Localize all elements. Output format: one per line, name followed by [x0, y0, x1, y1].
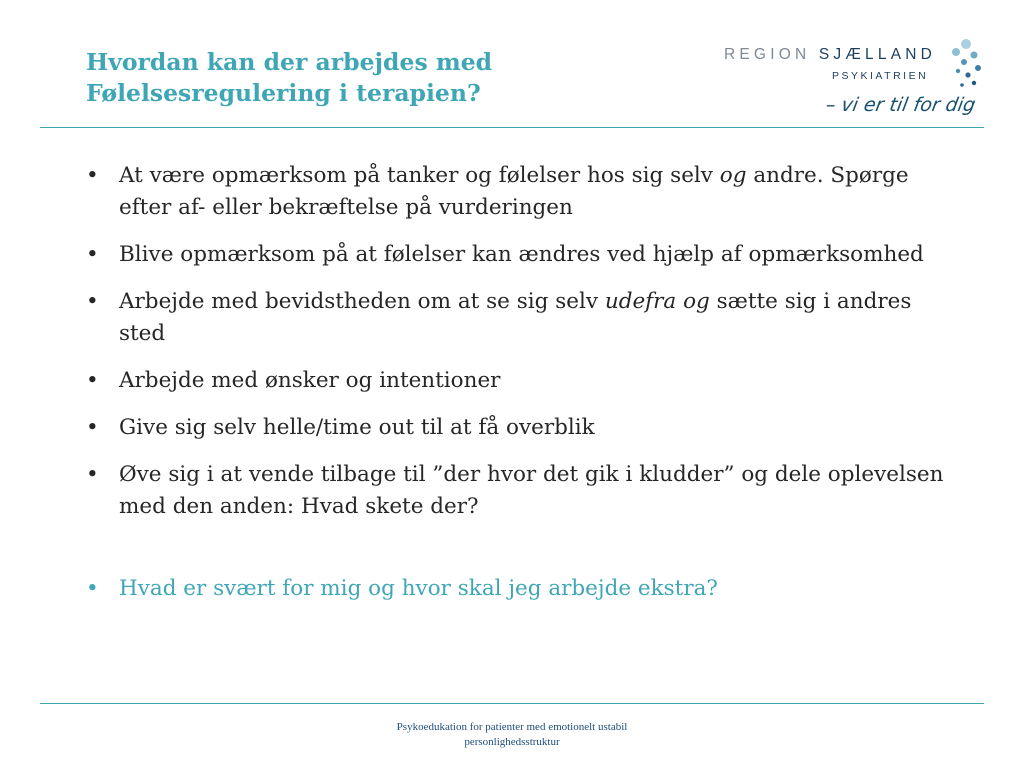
bullet-item: • Arbejde med ønsker og intentioner: [86, 365, 956, 397]
bullet-icon: •: [86, 462, 99, 487]
bullet-item: • At være opmærksom på tanker og følelser hos sig selv og andre. Spørge efter af- eller bekræftelse på vurderingen: [86, 160, 956, 224]
bullet-item: • Blive opmærksom på at følelser kan ændres ved hjælp af opmærksomhed: [86, 239, 956, 271]
logo-region-text: REGION: [724, 46, 819, 63]
bullet-icon: •: [86, 415, 99, 440]
footer-divider: [40, 703, 984, 704]
logo-tagline: – vi er til for dig: [824, 94, 978, 116]
logo-dots-icon: [944, 38, 988, 94]
bullet-item-highlight: • Hvad er svært for mig og hvor skal jeg arbejde ekstra?: [86, 573, 956, 605]
bullet-icon: •: [86, 576, 99, 601]
footer-caption: [362, 720, 662, 750]
slide-title-line-2: Følelsesregulering i terapien?: [86, 79, 481, 107]
logo-wordmark: [724, 46, 936, 64]
logo-sjaelland-text: SJÆLLAND: [818, 46, 937, 63]
slide-title: [86, 47, 646, 109]
bullet-icon: •: [86, 289, 99, 314]
bullet-item: • Øve sig i at vende tilbage til ”der hvor det gik i kludder” og dele oplevelsen med den anden: Hvad skete der?: [86, 459, 956, 523]
region-sjaelland-logo: [718, 36, 988, 128]
footer-line-1: Psykoedukation for patienter med emotionelt ustabil: [396, 721, 628, 733]
header-divider: [40, 127, 984, 128]
bullet-icon: •: [86, 368, 99, 393]
logo-subtitle: PSYKIATRIEN: [832, 70, 929, 82]
bullet-icon: •: [86, 242, 99, 267]
bullet-item: • Give sig selv helle/time out til at få overblik: [86, 412, 956, 444]
slide-title-line-1: Hvordan kan der arbejdes med: [86, 48, 493, 76]
footer-line-2: personlighedsstruktur: [464, 736, 560, 748]
emphasis-text: udefra og: [604, 289, 710, 314]
bullet-icon: •: [86, 163, 99, 188]
emphasis-text: og: [719, 163, 747, 188]
bullet-item: • Arbejde med bevidstheden om at se sig selv udefra og sætte sig i andres sted: [86, 286, 956, 350]
bullet-list: [86, 160, 956, 620]
